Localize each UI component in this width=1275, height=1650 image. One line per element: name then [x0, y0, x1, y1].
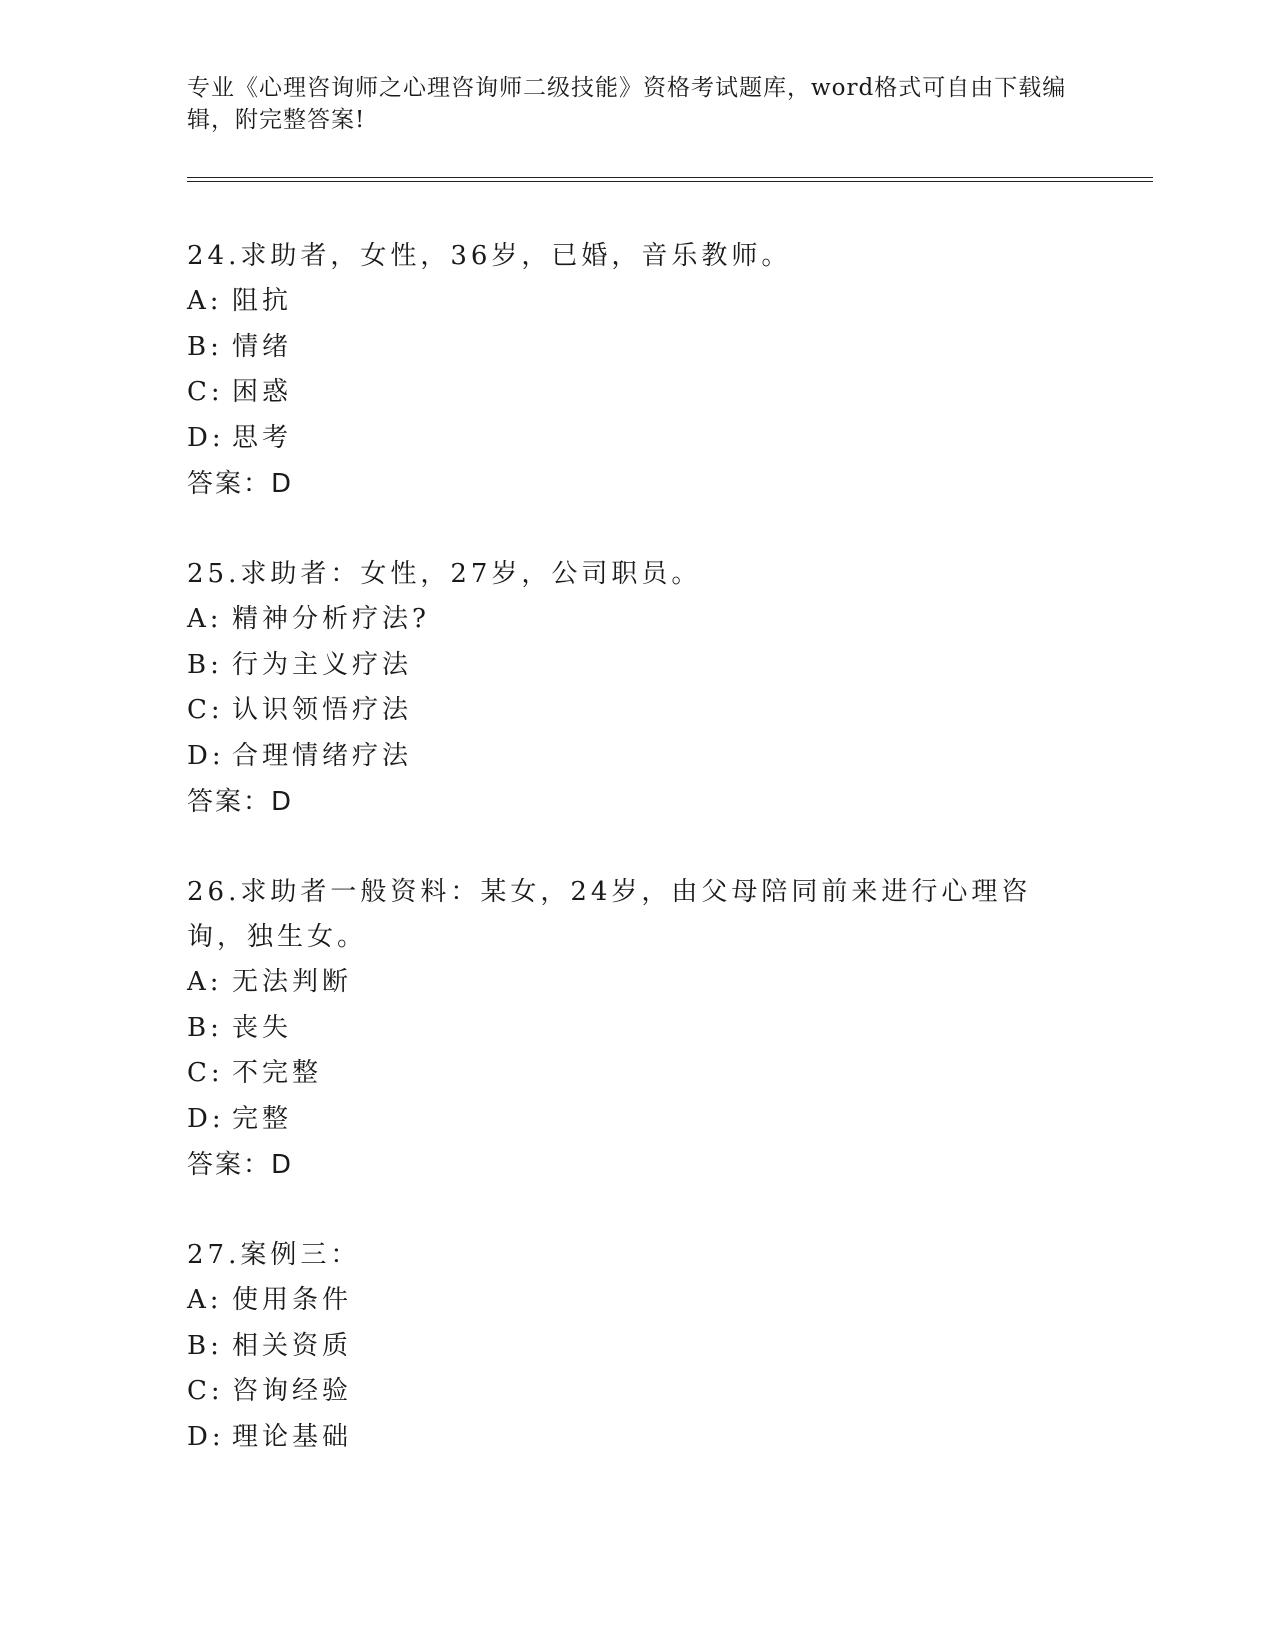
option-d [187, 734, 1087, 780]
option-text: 精神分析疗法? [232, 604, 430, 634]
question-stem: 27.案例三： [187, 1240, 361, 1270]
option-c [187, 1369, 1087, 1415]
answer-line: 答案：D [187, 469, 294, 499]
option-text: 相关资质 [232, 1330, 353, 1361]
option-letter: A: [187, 1285, 223, 1315]
question-stem: 25.求助者：女性，27岁，公司职员。 [187, 559, 702, 589]
option-text: 行为主义疗法 [232, 649, 413, 680]
option-letter: A: [187, 286, 223, 316]
option-a [187, 279, 1087, 325]
option-text: 完整 [232, 1103, 293, 1134]
document-header: 专业《心理咨询师之心理咨询师二级技能》资格考试题库，word格式可自由下载编辑，附完整答案! [187, 75, 1067, 133]
answer-line: 答案：D [187, 1150, 294, 1180]
option-letter: A: [187, 967, 223, 997]
option-letter: C: [187, 1376, 224, 1406]
option-text: 阻抗 [232, 286, 293, 316]
question-27 [187, 1233, 1087, 1460]
option-a [187, 960, 1087, 1006]
option-d [187, 1415, 1087, 1461]
option-letter: B: [187, 1330, 223, 1361]
question-stem: 24.求助者，女性，36岁，已婚，音乐教师。 [187, 241, 792, 271]
option-text: 无法判断 [232, 967, 353, 997]
option-b [187, 325, 1087, 371]
option-c [187, 1051, 1087, 1097]
option-letter: C: [187, 1058, 224, 1088]
option-letter: B: [187, 331, 223, 362]
option-d [187, 416, 1087, 462]
answer-line: 答案：D [187, 787, 294, 817]
option-letter: D: [187, 422, 225, 453]
question-26 [187, 870, 1087, 1188]
option-b [187, 1324, 1087, 1370]
option-letter: D: [187, 1103, 225, 1134]
option-text: 咨询经验 [232, 1376, 353, 1406]
option-letter: D: [187, 740, 225, 771]
question-stem: 26.求助者一般资料：某女，24岁，由父母陪同前来进行心理咨询，独生女。 [187, 877, 1032, 952]
question-25 [187, 552, 1087, 825]
option-d [187, 1097, 1087, 1143]
option-a [187, 597, 1087, 643]
option-c [187, 370, 1087, 416]
option-text: 困惑 [232, 377, 293, 407]
option-text: 情绪 [232, 331, 293, 362]
option-b [187, 1006, 1087, 1052]
question-24 [187, 234, 1087, 507]
option-letter: C: [187, 695, 224, 725]
option-text: 使用条件 [232, 1285, 353, 1315]
header-divider-bottom [187, 181, 1153, 182]
option-c [187, 688, 1087, 734]
option-text: 合理情绪疗法 [232, 740, 413, 771]
option-b [187, 643, 1087, 689]
option-letter: B: [187, 1012, 223, 1043]
option-letter: D: [187, 1421, 225, 1452]
option-letter: C: [187, 377, 224, 407]
option-text: 丧失 [232, 1012, 293, 1043]
option-text: 理论基础 [232, 1421, 353, 1452]
option-text: 不完整 [232, 1058, 323, 1088]
option-text: 思考 [232, 422, 293, 453]
option-text: 认识领悟疗法 [232, 695, 413, 725]
option-a [187, 1278, 1087, 1324]
option-letter: B: [187, 649, 223, 680]
header-divider-top [187, 177, 1153, 178]
option-letter: A: [187, 604, 223, 634]
